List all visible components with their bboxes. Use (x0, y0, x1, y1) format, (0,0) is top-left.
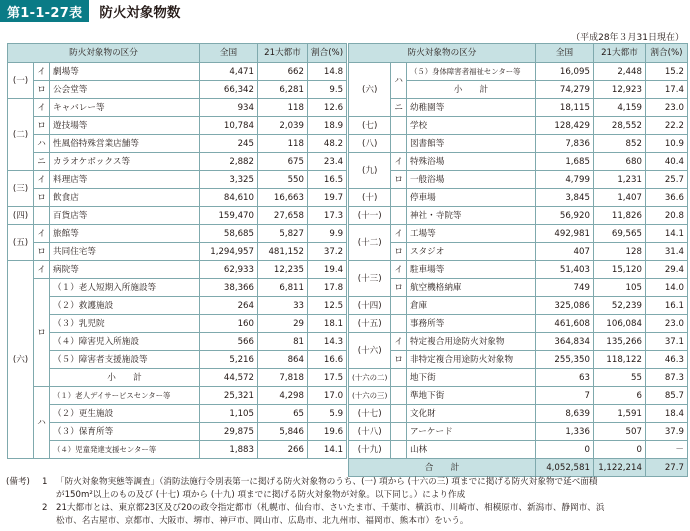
cell-total: 16,095 (535, 63, 593, 81)
table-row (349, 207, 688, 225)
row-name: 非特定複合用途防火対象物 (406, 351, 535, 369)
table-row (349, 99, 688, 117)
cell-ratio: 14.1 (645, 225, 687, 243)
table-row (349, 261, 688, 279)
cell-big21: 1,231 (593, 171, 645, 189)
cell-total: 63 (535, 369, 593, 387)
cell-big21: 118 (258, 99, 308, 117)
cell-total: 492,981 (535, 225, 593, 243)
cell-ratio: 17.8 (308, 279, 347, 297)
header-total: 全国 (200, 44, 258, 63)
cell-total: 245 (200, 135, 258, 153)
table-row (349, 243, 688, 261)
row-name: 山林 (406, 441, 535, 459)
sub-key: ロ (391, 243, 407, 261)
table-row (349, 279, 688, 297)
cell-total: 7 (535, 387, 593, 405)
table-row (8, 279, 347, 297)
group-label: (九) (349, 153, 391, 189)
cell-big21: 7,818 (258, 369, 308, 387)
sub-key: ニ (34, 153, 50, 171)
cell-total: 66,342 (200, 81, 258, 99)
cell-ratio: 17.4 (645, 81, 687, 99)
header-category: 防火対象物の区分 (349, 44, 536, 63)
cell-ratio: 14.1 (308, 441, 347, 459)
sub-key: ロ (34, 117, 50, 135)
cell-total: 128,429 (535, 117, 593, 135)
cell-total: 62,933 (200, 261, 258, 279)
row-name: 公会堂等 (50, 81, 200, 99)
cell-big21: 1,122,214 (593, 459, 645, 477)
group-label: (六) (8, 261, 34, 459)
total-label: 合 計 (349, 459, 536, 477)
cell-big21: 81 (258, 333, 308, 351)
group-label: (十三) (349, 261, 391, 297)
row-name: 劇場等 (50, 63, 200, 81)
sub-key: ロ (34, 81, 50, 99)
cell-ratio: 19.4 (308, 261, 347, 279)
row-name: 一般浴場 (406, 171, 535, 189)
row-name: 旅館等 (50, 225, 200, 243)
footnotes (6, 476, 686, 528)
group-label: (十九) (349, 441, 391, 459)
cell-big21: 29 (258, 315, 308, 333)
table-row (349, 63, 688, 81)
group-label: (三) (8, 171, 34, 207)
row-name: （２）更生施設 (50, 405, 200, 423)
note-text: 松市、名古屋市、京都市、大阪市、堺市、神戸市、岡山市、広島市、北九州市、福岡市、熊本市）をいう。 (56, 516, 469, 526)
header-big21: 21大都市 (593, 44, 645, 63)
cell-big21: 55 (593, 369, 645, 387)
sub-key: イ (391, 225, 407, 243)
row-name: （４）児童発達支援センター等 (50, 441, 200, 459)
row-name: 文化財 (406, 405, 535, 423)
title-bar (0, 0, 180, 22)
group-label: (十一) (349, 207, 391, 225)
cell-total: 255,350 (535, 351, 593, 369)
row-name: 航空機格納庫 (406, 279, 535, 297)
sub-key: ロ (391, 351, 407, 369)
row-name: 事務所等 (406, 315, 535, 333)
cell-big21: 2,448 (593, 63, 645, 81)
header-big21: 21大都市 (258, 44, 308, 63)
cell-total: 159,470 (200, 207, 258, 225)
cell-ratio: 16.6 (308, 351, 347, 369)
cell-total: 1,105 (200, 405, 258, 423)
row-name: 病院等 (50, 261, 200, 279)
cell-big21: 662 (258, 63, 308, 81)
cell-ratio: 18.4 (645, 405, 687, 423)
cell-ratio: 36.6 (645, 189, 687, 207)
row-name: （２）救護施設 (50, 297, 200, 315)
sub-key: ロ (34, 189, 50, 207)
cell-big21: 680 (593, 153, 645, 171)
cell-big21: 6 (593, 387, 645, 405)
table-row (8, 189, 347, 207)
row-name: （３）保育所等 (50, 423, 200, 441)
group-label: (一) (8, 63, 34, 99)
group-label: (十) (349, 189, 391, 207)
cell-total: 29,875 (200, 423, 258, 441)
group-label: (十五) (349, 315, 391, 333)
cell-big21: 266 (258, 441, 308, 459)
cell-ratio: 9.5 (308, 81, 347, 99)
table-row (349, 135, 688, 153)
row-name: スタジオ (406, 243, 535, 261)
cell-total: 5,216 (200, 351, 258, 369)
cell-total: 25,321 (200, 387, 258, 405)
sub-key: イ (34, 63, 50, 81)
cell-ratio: 23.0 (645, 315, 687, 333)
total-row (349, 459, 688, 477)
sub-key: イ (34, 171, 50, 189)
cell-big21: 128 (593, 243, 645, 261)
cell-big21: 28,552 (593, 117, 645, 135)
cell-big21: 1,591 (593, 405, 645, 423)
cell-big21: 118 (258, 135, 308, 153)
sub-key: イ (391, 261, 407, 279)
row-name: 地下街 (406, 369, 535, 387)
note-number: 2 (42, 503, 48, 513)
table-row (8, 207, 347, 225)
group-label: (七) (349, 117, 391, 135)
note-text: 「防火対象物実態等調査」（消防法施行令別表第一に掲げる防火対象物のうち、(一) 項から (十六の三) 項までに掲げる防火対象物で延べ面積 (56, 477, 598, 487)
cell-ratio: 48.2 (308, 135, 347, 153)
cell-ratio: 9.9 (308, 225, 347, 243)
notes-label: (備考) (6, 477, 30, 487)
cell-ratio: 20.8 (645, 207, 687, 225)
cell-big21: 481,152 (258, 243, 308, 261)
table-row (349, 387, 688, 405)
row-name: （１）老人短期入所施設等 (50, 279, 200, 297)
cell-ratio: 18.9 (308, 117, 347, 135)
cell-big21: 135,266 (593, 333, 645, 351)
note-text: 21大都市とは、東京都23区及び20の政令指定都市（札幌市、仙台市、さいたま市、千葉市、横浜市、川崎市、相模原市、新潟市、静岡市、浜 (56, 503, 605, 513)
right-table (348, 43, 688, 477)
table-row (349, 297, 688, 315)
table-row (8, 351, 347, 369)
cell-big21: 16,663 (258, 189, 308, 207)
row-name: 遊技場等 (50, 117, 200, 135)
table-row (8, 387, 347, 405)
table-row (349, 153, 688, 171)
cell-total: 4,052,581 (535, 459, 593, 477)
header-total: 全国 (535, 44, 593, 63)
cell-big21: 69,565 (593, 225, 645, 243)
table-row (8, 81, 347, 99)
table-row (349, 171, 688, 189)
cell-big21: 6,811 (258, 279, 308, 297)
cell-total: 364,834 (535, 333, 593, 351)
table-row (8, 441, 347, 459)
cell-total: 10,784 (200, 117, 258, 135)
group-label: (五) (8, 225, 34, 261)
group-label: (八) (349, 135, 391, 153)
row-name: 小 計 (50, 369, 200, 387)
cell-ratio: 27.7 (645, 459, 687, 477)
note-text: が150m²以上のもの及び (十七) 項から (十九) 項までに掲げる防火対象物が対象。以下同じ。）により作成 (56, 490, 466, 500)
table-row (8, 171, 347, 189)
cell-total: 3,845 (535, 189, 593, 207)
row-name: 共同住宅等 (50, 243, 200, 261)
cell-big21: 675 (258, 153, 308, 171)
table-row (8, 153, 347, 171)
row-name: 小 計 (406, 81, 535, 99)
cell-big21: 0 (593, 441, 645, 459)
row-name: 工場等 (406, 225, 535, 243)
cell-total: 84,610 (200, 189, 258, 207)
group-label: (十六の二) (349, 369, 391, 387)
cell-big21: 27,658 (258, 207, 308, 225)
page-title: 防火対象物数 (99, 5, 181, 21)
row-name: 神社・寺院等 (406, 207, 535, 225)
cell-big21: 12,923 (593, 81, 645, 99)
cell-big21: 106,084 (593, 315, 645, 333)
cell-total: 407 (535, 243, 593, 261)
cell-ratio: 18.1 (308, 315, 347, 333)
cell-total: 58,685 (200, 225, 258, 243)
cell-big21: 4,159 (593, 99, 645, 117)
cell-total: 160 (200, 315, 258, 333)
cell-big21: 2,039 (258, 117, 308, 135)
cell-total: 8,639 (535, 405, 593, 423)
cell-ratio: 85.7 (645, 387, 687, 405)
row-name: 飲食店 (50, 189, 200, 207)
table-row (349, 405, 688, 423)
cell-ratio: 19.6 (308, 423, 347, 441)
table-row (349, 189, 688, 207)
table-row (8, 135, 347, 153)
group-label: (十六の三) (349, 387, 391, 405)
cell-ratio: 16.5 (308, 171, 347, 189)
table-row (349, 117, 688, 135)
cell-ratio: 14.3 (308, 333, 347, 351)
cell-big21: 5,846 (258, 423, 308, 441)
table-row (8, 99, 347, 117)
cell-ratio: 31.4 (645, 243, 687, 261)
cell-big21: 4,298 (258, 387, 308, 405)
cell-ratio: 12.6 (308, 99, 347, 117)
row-name: 料理店等 (50, 171, 200, 189)
group-label: (十二) (349, 225, 391, 261)
row-name: 停車場 (406, 189, 535, 207)
cell-ratio: 14.8 (308, 63, 347, 81)
cell-total: 38,366 (200, 279, 258, 297)
cell-total: 264 (200, 297, 258, 315)
cell-ratio: 40.4 (645, 153, 687, 171)
table-row (349, 333, 688, 351)
group-label: (十八) (349, 423, 391, 441)
row-name: 倉庫 (406, 297, 535, 315)
subtotal-row (8, 369, 347, 387)
header-category: 防火対象物の区分 (8, 44, 200, 63)
table-row (349, 351, 688, 369)
group-label: (四) (8, 207, 34, 225)
cell-total: 4,799 (535, 171, 593, 189)
cell-big21: 12,235 (258, 261, 308, 279)
sub-key: イ (34, 225, 50, 243)
cell-big21: 15,120 (593, 261, 645, 279)
table-row (8, 423, 347, 441)
cell-total: 749 (535, 279, 593, 297)
row-name: 特殊浴場 (406, 153, 535, 171)
cell-ratio: 87.3 (645, 369, 687, 387)
cell-big21: 52,239 (593, 297, 645, 315)
cell-total: 1,883 (200, 441, 258, 459)
cell-big21: 550 (258, 171, 308, 189)
cell-total: 1,336 (535, 423, 593, 441)
cell-big21: 864 (258, 351, 308, 369)
cell-ratio: 46.3 (645, 351, 687, 369)
cell-ratio: 29.4 (645, 261, 687, 279)
sub-key: ハ (391, 63, 407, 99)
row-name: （１）老人デイサービスセンター等 (50, 387, 200, 405)
table-row (349, 441, 688, 459)
table-row (349, 423, 688, 441)
cell-big21: 118,122 (593, 351, 645, 369)
cell-big21: 33 (258, 297, 308, 315)
sub-key: ロ (391, 171, 407, 189)
cell-total: 325,086 (535, 297, 593, 315)
table-row (8, 405, 347, 423)
cell-total: 461,608 (535, 315, 593, 333)
note-number: 1 (42, 477, 48, 487)
cell-total: 4,471 (200, 63, 258, 81)
table-row (8, 63, 347, 81)
table-row (349, 315, 688, 333)
cell-ratio: 23.0 (645, 99, 687, 117)
row-name: 特定複合用途防火対象物 (406, 333, 535, 351)
cell-big21: 11,826 (593, 207, 645, 225)
table-row (8, 315, 347, 333)
sub-key: ロ (391, 279, 407, 297)
row-name: （４）障害児入所施設 (50, 333, 200, 351)
cell-total: 7,836 (535, 135, 593, 153)
cell-big21: 5,827 (258, 225, 308, 243)
cell-total: 44,572 (200, 369, 258, 387)
cell-ratio: 19.7 (308, 189, 347, 207)
cell-ratio: 12.5 (308, 297, 347, 315)
sub-key: ニ (391, 99, 407, 117)
cell-ratio: 17.0 (308, 387, 347, 405)
sub-key: イ (34, 99, 50, 117)
group-label: (六) (349, 63, 391, 117)
cell-big21: 65 (258, 405, 308, 423)
cell-ratio: 10.9 (645, 135, 687, 153)
cell-ratio: 16.1 (645, 297, 687, 315)
left-table (7, 43, 347, 459)
table-row (8, 261, 347, 279)
group-label: (十四) (349, 297, 391, 315)
table-row (8, 243, 347, 261)
cell-ratio: 37.2 (308, 243, 347, 261)
header-ratio: 割合(%) (308, 44, 347, 63)
sub-key: イ (391, 153, 407, 171)
cell-total: 56,920 (535, 207, 593, 225)
cell-ratio: 22.2 (645, 117, 687, 135)
cell-ratio: 17.5 (308, 369, 347, 387)
table-row (8, 333, 347, 351)
figure-number: 第1-1-27表 (0, 0, 89, 22)
cell-ratio: 17.3 (308, 207, 347, 225)
cell-ratio: 15.2 (645, 63, 687, 81)
group-label: (二) (8, 99, 34, 171)
cell-ratio: 23.4 (308, 153, 347, 171)
cell-ratio: 37.1 (645, 333, 687, 351)
row-name: カラオケボックス等 (50, 153, 200, 171)
cell-big21: 6,281 (258, 81, 308, 99)
group-label: (十六) (349, 333, 391, 369)
sub-key: イ (391, 333, 407, 351)
date-note: （平成28年３月31日現在） (571, 33, 684, 43)
table-row (349, 225, 688, 243)
cell-total: 1,685 (535, 153, 593, 171)
row-name: 駐車場等 (406, 261, 535, 279)
cell-big21: 105 (593, 279, 645, 297)
cell-total: 18,115 (535, 99, 593, 117)
cell-ratio: 25.7 (645, 171, 687, 189)
table-row (8, 117, 347, 135)
row-name: 百貨店等 (50, 207, 200, 225)
sub-key: ロ (34, 243, 50, 261)
header-ratio: 割合(%) (645, 44, 687, 63)
cell-big21: 507 (593, 423, 645, 441)
cell-total: 1,294,957 (200, 243, 258, 261)
cell-ratio: 5.9 (308, 405, 347, 423)
cell-total: 51,403 (535, 261, 593, 279)
cell-ratio: 14.0 (645, 279, 687, 297)
cell-ratio: 37.9 (645, 423, 687, 441)
cell-big21: 1,407 (593, 189, 645, 207)
cell-total: 74,279 (535, 81, 593, 99)
row-name: （５）身体障害者福祉センター等 (406, 63, 535, 81)
cell-total: 566 (200, 333, 258, 351)
row-name: 準地下街 (406, 387, 535, 405)
cell-total: 0 (535, 441, 593, 459)
row-name: 幼稚園等 (406, 99, 535, 117)
row-name: 図書館等 (406, 135, 535, 153)
table-header (349, 44, 688, 63)
row-name: （３）乳児院 (50, 315, 200, 333)
table-row (8, 297, 347, 315)
row-name: 学校 (406, 117, 535, 135)
row-name: アーケード (406, 423, 535, 441)
table-row (8, 225, 347, 243)
table-header (8, 44, 347, 63)
sub-key: ハ (34, 135, 50, 153)
sub-key: ハ (34, 387, 50, 459)
group-label: (十七) (349, 405, 391, 423)
cell-total: 2,882 (200, 153, 258, 171)
row-name: キャバレー等 (50, 99, 200, 117)
row-name: 性風俗特殊営業店舗等 (50, 135, 200, 153)
cell-big21: 852 (593, 135, 645, 153)
cell-total: 3,325 (200, 171, 258, 189)
row-name: （５）障害者支援施設等 (50, 351, 200, 369)
sub-key: イ (34, 261, 50, 279)
cell-ratio: － (645, 441, 687, 459)
sub-key: ロ (34, 279, 50, 387)
table-row (349, 369, 688, 387)
cell-total: 934 (200, 99, 258, 117)
